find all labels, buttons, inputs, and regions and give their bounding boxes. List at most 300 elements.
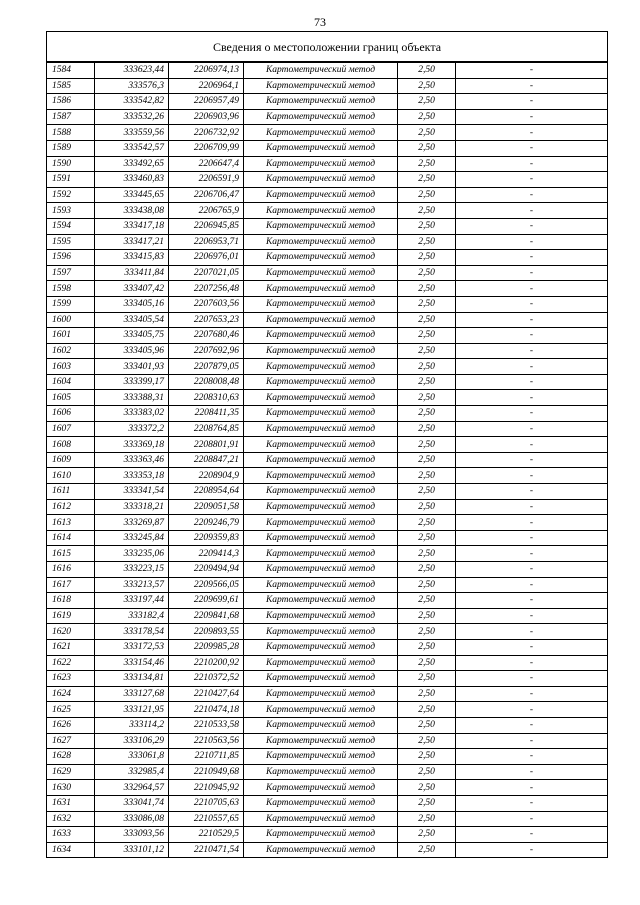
- x-coordinate-cell: 333411,84: [95, 265, 169, 281]
- y-coordinate-cell: 2210427,64: [169, 686, 244, 702]
- point-number-cell: 1610: [47, 468, 95, 484]
- accuracy-cell: 2,50: [398, 281, 456, 297]
- table-row: [47, 468, 608, 484]
- method-cell: Картометрический метод: [244, 62, 398, 78]
- x-coordinate-cell: 333417,18: [95, 218, 169, 234]
- description-cell: -: [456, 655, 608, 671]
- method-cell: Картометрический метод: [244, 702, 398, 718]
- accuracy-cell: 2,50: [398, 562, 456, 578]
- x-coordinate-cell: 333460,83: [95, 172, 169, 188]
- method-cell: Картометрический метод: [244, 577, 398, 593]
- accuracy-cell: 2,50: [398, 109, 456, 125]
- x-coordinate-cell: 333341,54: [95, 484, 169, 500]
- point-number-cell: 1611: [47, 484, 95, 500]
- table-row: [47, 671, 608, 687]
- accuracy-cell: 2,50: [398, 655, 456, 671]
- accuracy-cell: 2,50: [398, 468, 456, 484]
- y-coordinate-cell: 2207603,56: [169, 296, 244, 312]
- y-coordinate-cell: 2208310,63: [169, 390, 244, 406]
- accuracy-cell: 2,50: [398, 593, 456, 609]
- y-coordinate-cell: 2210949,68: [169, 764, 244, 780]
- y-coordinate-cell: 2208954,64: [169, 484, 244, 500]
- description-cell: -: [456, 78, 608, 94]
- x-coordinate-cell: 333445,65: [95, 187, 169, 203]
- accuracy-cell: 2,50: [398, 811, 456, 827]
- method-cell: Картометрический метод: [244, 593, 398, 609]
- accuracy-cell: 2,50: [398, 156, 456, 172]
- method-cell: Картометрический метод: [244, 452, 398, 468]
- description-cell: -: [456, 639, 608, 655]
- x-coordinate-cell: 333134,81: [95, 671, 169, 687]
- description-cell: -: [456, 296, 608, 312]
- point-number-cell: 1593: [47, 203, 95, 219]
- accuracy-cell: 2,50: [398, 671, 456, 687]
- description-cell: -: [456, 608, 608, 624]
- y-coordinate-cell: 2210529,5: [169, 827, 244, 843]
- x-coordinate-cell: 333399,17: [95, 374, 169, 390]
- point-number-cell: 1592: [47, 187, 95, 203]
- point-number-cell: 1632: [47, 811, 95, 827]
- method-cell: Картометрический метод: [244, 546, 398, 562]
- x-coordinate-cell: 333269,87: [95, 515, 169, 531]
- table-row: [47, 328, 608, 344]
- accuracy-cell: 2,50: [398, 421, 456, 437]
- point-number-cell: 1626: [47, 717, 95, 733]
- table-row: [47, 296, 608, 312]
- point-number-cell: 1621: [47, 639, 95, 655]
- y-coordinate-cell: 2208764,85: [169, 421, 244, 437]
- y-coordinate-cell: 2207692,96: [169, 343, 244, 359]
- table-row: [47, 125, 608, 141]
- point-number-cell: 1595: [47, 234, 95, 250]
- method-cell: Картометрический метод: [244, 140, 398, 156]
- point-number-cell: 1617: [47, 577, 95, 593]
- table-row: [47, 218, 608, 234]
- y-coordinate-cell: 2206974,13: [169, 62, 244, 78]
- point-number-cell: 1631: [47, 795, 95, 811]
- method-cell: Картометрический метод: [244, 312, 398, 328]
- table-row: [47, 452, 608, 468]
- point-number-cell: 1627: [47, 733, 95, 749]
- method-cell: Картометрический метод: [244, 234, 398, 250]
- y-coordinate-cell: 2209566,05: [169, 577, 244, 593]
- x-coordinate-cell: 333127,68: [95, 686, 169, 702]
- accuracy-cell: 2,50: [398, 452, 456, 468]
- x-coordinate-cell: 333415,83: [95, 250, 169, 266]
- method-cell: Картометрический метод: [244, 125, 398, 141]
- point-number-cell: 1590: [47, 156, 95, 172]
- point-number-cell: 1629: [47, 764, 95, 780]
- table-row: [47, 515, 608, 531]
- table-row: [47, 62, 608, 78]
- table-row: [47, 686, 608, 702]
- y-coordinate-cell: 2208801,91: [169, 437, 244, 453]
- accuracy-cell: 2,50: [398, 639, 456, 655]
- description-cell: -: [456, 733, 608, 749]
- point-number-cell: 1608: [47, 437, 95, 453]
- description-cell: -: [456, 250, 608, 266]
- method-cell: Картометрический метод: [244, 733, 398, 749]
- table-row: [47, 312, 608, 328]
- x-coordinate-cell: 333213,57: [95, 577, 169, 593]
- table-row: [47, 437, 608, 453]
- y-coordinate-cell: 2206765,9: [169, 203, 244, 219]
- table-row: [47, 390, 608, 406]
- x-coordinate-cell: 332985,4: [95, 764, 169, 780]
- method-cell: Картометрический метод: [244, 686, 398, 702]
- method-cell: Картометрический метод: [244, 109, 398, 125]
- accuracy-cell: 2,50: [398, 359, 456, 375]
- description-cell: -: [456, 328, 608, 344]
- point-number-cell: 1589: [47, 140, 95, 156]
- method-cell: Картометрический метод: [244, 749, 398, 765]
- x-coordinate-cell: 333197,44: [95, 593, 169, 609]
- method-cell: Картометрический метод: [244, 359, 398, 375]
- table-row: [47, 78, 608, 94]
- y-coordinate-cell: 2210557,65: [169, 811, 244, 827]
- accuracy-cell: 2,50: [398, 577, 456, 593]
- description-cell: -: [456, 94, 608, 110]
- page-number: 73: [314, 15, 326, 29]
- method-cell: Картометрический метод: [244, 484, 398, 500]
- accuracy-cell: 2,50: [398, 140, 456, 156]
- description-cell: -: [456, 702, 608, 718]
- table-row: [47, 733, 608, 749]
- description-cell: -: [456, 499, 608, 515]
- point-number-cell: 1594: [47, 218, 95, 234]
- method-cell: Картометрический метод: [244, 156, 398, 172]
- accuracy-cell: 2,50: [398, 717, 456, 733]
- method-cell: Картометрический метод: [244, 827, 398, 843]
- table-row: [47, 187, 608, 203]
- accuracy-cell: 2,50: [398, 437, 456, 453]
- y-coordinate-cell: 2209841,68: [169, 608, 244, 624]
- point-number-cell: 1615: [47, 546, 95, 562]
- method-cell: Картометрический метод: [244, 406, 398, 422]
- accuracy-cell: 2,50: [398, 390, 456, 406]
- description-cell: -: [456, 764, 608, 780]
- description-cell: -: [456, 421, 608, 437]
- x-coordinate-cell: 333245,84: [95, 530, 169, 546]
- table-row: [47, 94, 608, 110]
- point-number-cell: 1587: [47, 109, 95, 125]
- accuracy-cell: 2,50: [398, 218, 456, 234]
- description-cell: -: [456, 406, 608, 422]
- accuracy-cell: 2,50: [398, 702, 456, 718]
- point-number-cell: 1596: [47, 250, 95, 266]
- accuracy-cell: 2,50: [398, 795, 456, 811]
- method-cell: Картометрический метод: [244, 296, 398, 312]
- description-cell: -: [456, 452, 608, 468]
- x-coordinate-cell: 332964,57: [95, 780, 169, 796]
- x-coordinate-cell: 333372,2: [95, 421, 169, 437]
- description-cell: -: [456, 109, 608, 125]
- y-coordinate-cell: 2206732,92: [169, 125, 244, 141]
- y-coordinate-cell: 2206976,01: [169, 250, 244, 266]
- table-row: [47, 406, 608, 422]
- x-coordinate-cell: 333101,12: [95, 842, 169, 858]
- x-coordinate-cell: 333086,08: [95, 811, 169, 827]
- accuracy-cell: 2,50: [398, 296, 456, 312]
- method-cell: Картометрический метод: [244, 203, 398, 219]
- y-coordinate-cell: 2206706,47: [169, 187, 244, 203]
- accuracy-cell: 2,50: [398, 546, 456, 562]
- method-cell: Картометрический метод: [244, 343, 398, 359]
- table-row: [47, 827, 608, 843]
- method-cell: Картометрический метод: [244, 655, 398, 671]
- accuracy-cell: 2,50: [398, 842, 456, 858]
- method-cell: Картометрический метод: [244, 499, 398, 515]
- y-coordinate-cell: 2209414,3: [169, 546, 244, 562]
- method-cell: Картометрический метод: [244, 639, 398, 655]
- point-number-cell: 1599: [47, 296, 95, 312]
- point-number-cell: 1591: [47, 172, 95, 188]
- y-coordinate-cell: 2209699,61: [169, 593, 244, 609]
- y-coordinate-cell: 2209359,83: [169, 530, 244, 546]
- y-coordinate-cell: 2210200,92: [169, 655, 244, 671]
- accuracy-cell: 2,50: [398, 374, 456, 390]
- method-cell: Картометрический метод: [244, 250, 398, 266]
- y-coordinate-cell: 2210563,56: [169, 733, 244, 749]
- table-row: [47, 546, 608, 562]
- y-coordinate-cell: 2208008,48: [169, 374, 244, 390]
- table-title: Сведения о местоположении границ объекта: [47, 32, 608, 63]
- point-number-cell: 1622: [47, 655, 95, 671]
- x-coordinate-cell: 333318,21: [95, 499, 169, 515]
- table-row: [47, 702, 608, 718]
- x-coordinate-cell: 333559,56: [95, 125, 169, 141]
- x-coordinate-cell: 333154,46: [95, 655, 169, 671]
- point-number-cell: 1614: [47, 530, 95, 546]
- description-cell: -: [456, 686, 608, 702]
- description-cell: -: [456, 827, 608, 843]
- y-coordinate-cell: 2208904,9: [169, 468, 244, 484]
- description-cell: -: [456, 515, 608, 531]
- x-coordinate-cell: 333182,4: [95, 608, 169, 624]
- x-coordinate-cell: 333172,53: [95, 639, 169, 655]
- y-coordinate-cell: 2207021,05: [169, 265, 244, 281]
- method-cell: Картометрический метод: [244, 671, 398, 687]
- description-cell: -: [456, 530, 608, 546]
- table-row: [47, 281, 608, 297]
- x-coordinate-cell: 333405,75: [95, 328, 169, 344]
- x-coordinate-cell: 333121,95: [95, 702, 169, 718]
- table-row: [47, 140, 608, 156]
- description-cell: -: [456, 717, 608, 733]
- accuracy-cell: 2,50: [398, 187, 456, 203]
- description-cell: -: [456, 468, 608, 484]
- point-number-cell: 1603: [47, 359, 95, 375]
- method-cell: Картометрический метод: [244, 717, 398, 733]
- point-number-cell: 1584: [47, 62, 95, 78]
- method-cell: Картометрический метод: [244, 624, 398, 640]
- table-row: [47, 764, 608, 780]
- description-cell: -: [456, 811, 608, 827]
- description-cell: -: [456, 343, 608, 359]
- x-coordinate-cell: 333369,18: [95, 437, 169, 453]
- x-coordinate-cell: 333401,93: [95, 359, 169, 375]
- description-cell: -: [456, 359, 608, 375]
- table-row: [47, 717, 608, 733]
- table-row: [47, 343, 608, 359]
- method-cell: Картометрический метод: [244, 390, 398, 406]
- table-row: [47, 624, 608, 640]
- table-title-row: [47, 32, 608, 63]
- description-cell: -: [456, 125, 608, 141]
- y-coordinate-cell: 2210474,18: [169, 702, 244, 718]
- accuracy-cell: 2,50: [398, 780, 456, 796]
- point-number-cell: 1606: [47, 406, 95, 422]
- x-coordinate-cell: 333417,21: [95, 234, 169, 250]
- description-cell: -: [456, 671, 608, 687]
- y-coordinate-cell: 2207256,48: [169, 281, 244, 297]
- point-number-cell: 1585: [47, 78, 95, 94]
- x-coordinate-cell: 333542,82: [95, 94, 169, 110]
- method-cell: Картометрический метод: [244, 608, 398, 624]
- y-coordinate-cell: 2209246,79: [169, 515, 244, 531]
- table-row: [47, 530, 608, 546]
- method-cell: Картометрический метод: [244, 562, 398, 578]
- table-row: [47, 655, 608, 671]
- accuracy-cell: 2,50: [398, 827, 456, 843]
- description-cell: -: [456, 484, 608, 500]
- description-cell: -: [456, 390, 608, 406]
- x-coordinate-cell: 333576,3: [95, 78, 169, 94]
- accuracy-cell: 2,50: [398, 312, 456, 328]
- accuracy-cell: 2,50: [398, 764, 456, 780]
- y-coordinate-cell: 2207653,23: [169, 312, 244, 328]
- point-number-cell: 1613: [47, 515, 95, 531]
- table-row: [47, 842, 608, 858]
- accuracy-cell: 2,50: [398, 733, 456, 749]
- table-row: [47, 795, 608, 811]
- x-coordinate-cell: 333623,44: [95, 62, 169, 78]
- x-coordinate-cell: 333405,16: [95, 296, 169, 312]
- accuracy-cell: 2,50: [398, 265, 456, 281]
- method-cell: Картометрический метод: [244, 811, 398, 827]
- accuracy-cell: 2,50: [398, 484, 456, 500]
- y-coordinate-cell: 2210533,58: [169, 717, 244, 733]
- method-cell: Картометрический метод: [244, 468, 398, 484]
- table-row: [47, 359, 608, 375]
- table-row: [47, 484, 608, 500]
- method-cell: Картометрический метод: [244, 795, 398, 811]
- method-cell: Картометрический метод: [244, 78, 398, 94]
- accuracy-cell: 2,50: [398, 203, 456, 219]
- table-row: [47, 172, 608, 188]
- table-row: [47, 203, 608, 219]
- y-coordinate-cell: 2210471,54: [169, 842, 244, 858]
- method-cell: Картометрический метод: [244, 764, 398, 780]
- x-coordinate-cell: 333106,29: [95, 733, 169, 749]
- y-coordinate-cell: 2210711,85: [169, 749, 244, 765]
- x-coordinate-cell: 333041,74: [95, 795, 169, 811]
- x-coordinate-cell: 333114,2: [95, 717, 169, 733]
- x-coordinate-cell: 333353,18: [95, 468, 169, 484]
- y-coordinate-cell: 2206957,49: [169, 94, 244, 110]
- y-coordinate-cell: 2206591,9: [169, 172, 244, 188]
- method-cell: Картометрический метод: [244, 421, 398, 437]
- point-number-cell: 1600: [47, 312, 95, 328]
- accuracy-cell: 2,50: [398, 608, 456, 624]
- y-coordinate-cell: 2209051,58: [169, 499, 244, 515]
- table-row: [47, 780, 608, 796]
- table-row: [47, 562, 608, 578]
- description-cell: -: [456, 624, 608, 640]
- accuracy-cell: 2,50: [398, 499, 456, 515]
- x-coordinate-cell: 333363,46: [95, 452, 169, 468]
- y-coordinate-cell: 2210705,63: [169, 795, 244, 811]
- accuracy-cell: 2,50: [398, 62, 456, 78]
- table-row: [47, 639, 608, 655]
- accuracy-cell: 2,50: [398, 515, 456, 531]
- description-cell: -: [456, 842, 608, 858]
- y-coordinate-cell: 2206945,85: [169, 218, 244, 234]
- description-cell: -: [456, 780, 608, 796]
- method-cell: Картометрический метод: [244, 218, 398, 234]
- point-number-cell: 1625: [47, 702, 95, 718]
- table-row: [47, 250, 608, 266]
- method-cell: Картометрический метод: [244, 530, 398, 546]
- x-coordinate-cell: 333405,96: [95, 343, 169, 359]
- description-cell: -: [456, 795, 608, 811]
- description-cell: -: [456, 187, 608, 203]
- point-number-cell: 1607: [47, 421, 95, 437]
- accuracy-cell: 2,50: [398, 94, 456, 110]
- method-cell: Картометрический метод: [244, 842, 398, 858]
- y-coordinate-cell: 2208847,21: [169, 452, 244, 468]
- description-cell: -: [456, 62, 608, 78]
- accuracy-cell: 2,50: [398, 172, 456, 188]
- point-number-cell: 1598: [47, 281, 95, 297]
- accuracy-cell: 2,50: [398, 78, 456, 94]
- y-coordinate-cell: 2209893,55: [169, 624, 244, 640]
- accuracy-cell: 2,50: [398, 250, 456, 266]
- description-cell: -: [456, 140, 608, 156]
- point-number-cell: 1633: [47, 827, 95, 843]
- accuracy-cell: 2,50: [398, 125, 456, 141]
- description-cell: -: [456, 437, 608, 453]
- point-number-cell: 1609: [47, 452, 95, 468]
- accuracy-cell: 2,50: [398, 406, 456, 422]
- x-coordinate-cell: 333383,02: [95, 406, 169, 422]
- table-row: [47, 374, 608, 390]
- method-cell: Картометрический метод: [244, 437, 398, 453]
- table-row: [47, 608, 608, 624]
- point-number-cell: 1586: [47, 94, 95, 110]
- y-coordinate-cell: 2206709,99: [169, 140, 244, 156]
- description-cell: -: [456, 546, 608, 562]
- description-cell: -: [456, 562, 608, 578]
- x-coordinate-cell: 333178,54: [95, 624, 169, 640]
- point-number-cell: 1588: [47, 125, 95, 141]
- point-number-cell: 1605: [47, 390, 95, 406]
- point-number-cell: 1620: [47, 624, 95, 640]
- point-number-cell: 1628: [47, 749, 95, 765]
- accuracy-cell: 2,50: [398, 624, 456, 640]
- boundary-table: [46, 31, 608, 858]
- table-row: [47, 749, 608, 765]
- point-number-cell: 1616: [47, 562, 95, 578]
- table-row: [47, 811, 608, 827]
- x-coordinate-cell: 333061,8: [95, 749, 169, 765]
- point-number-cell: 1630: [47, 780, 95, 796]
- y-coordinate-cell: 2210372,52: [169, 671, 244, 687]
- description-cell: -: [456, 203, 608, 219]
- method-cell: Картометрический метод: [244, 281, 398, 297]
- method-cell: Картометрический метод: [244, 328, 398, 344]
- description-cell: -: [456, 374, 608, 390]
